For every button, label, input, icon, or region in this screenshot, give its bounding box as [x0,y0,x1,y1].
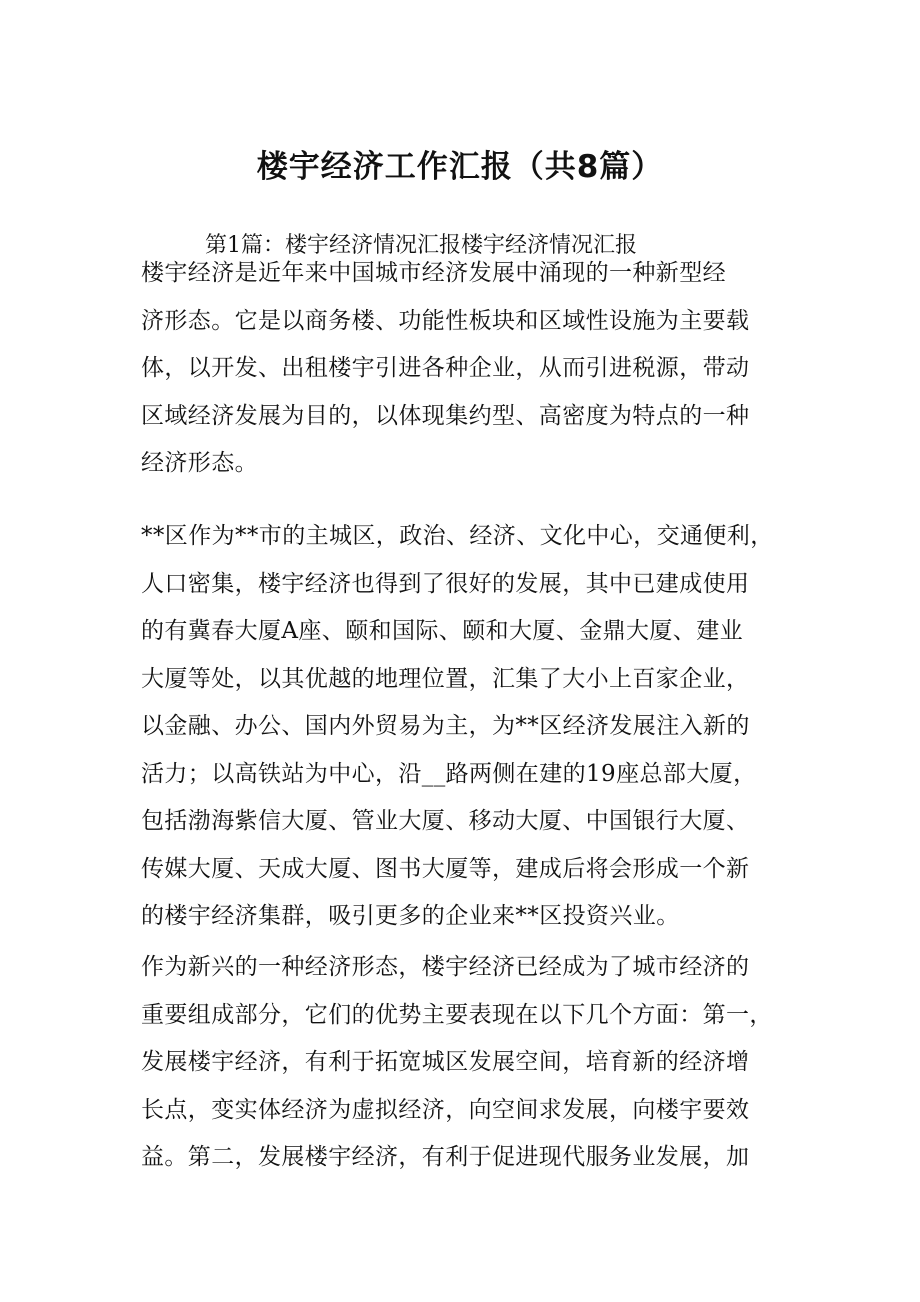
paragraph-line: 的有冀春大厦A座、颐和国际、颐和大厦、金鼎大厦、建业 [141,618,744,644]
paragraph-line: 区域经济发展为目的，以体现集约型、高密度为特点的一种 [141,402,750,429]
paragraph-line: 人口密集，楼宇经济也得到了很好的发展，其中已建成使用 [141,570,750,597]
paragraph-line: 大厦等处，以其优越的地理位置，汇集了大小上百家企业， [141,665,750,692]
paragraph-3 [141,944,801,1182]
section-heading: 第1篇：楼宇经济情况汇报楼宇经济情况汇报 [205,233,637,258]
paragraph-line: 以金融、办公、国内外贸易为主，为**区经济发展注入新的 [141,713,750,739]
paragraph-line: 济形态。它是以商务楼、功能性板块和区域性设施为主要载 [141,307,750,334]
paragraph-line: 楼宇经济是近年来中国城市经济发展中涌现的一种新型经 [141,260,726,286]
paragraph-line: 包括渤海紫信大厦、管业大厦、移动大厦、中国银行大厦、 [141,808,750,834]
paragraph-2 [141,513,801,941]
paragraph-line: 的楼宇经济集群，吸引更多的企业来**区投资兴业。 [141,903,680,929]
document-title: 楼宇经济工作汇报（共8篇） [256,149,664,185]
paragraph-line: 经济形态。 [141,450,258,476]
paragraph-line: 发展楼宇经济，有利于拓宽城区发展空间，培育新的经济增 [141,1049,750,1075]
paragraph-line: 益。第二，发展楼宇经济，有利于促进现代服务业发展，加 [141,1144,750,1170]
paragraph-line: 传媒大厦、天成大厦、图书大厦等，建成后将会形成一个新 [141,855,750,882]
paragraph-line: 体，以开发、出租楼宇引进各种企业，从而引进税源，带动 [141,355,750,381]
paragraph-line: 作为新兴的一种经济形态，楼宇经济已经成为了城市经济的 [141,954,750,980]
paragraph-1 [141,250,801,488]
paragraph-line: 活力；以高铁站为中心，沿__路两侧在建的19座总部大厦， [141,760,757,787]
paragraph-line: 重要组成部分，它们的优势主要表现在以下几个方面：第一， [141,1001,773,1028]
paragraph-line: 长点，变实体经济为虚拟经济，向空间求发展，向楼宇要效 [141,1096,750,1123]
paragraph-line: **区作为**市的主城区，政治、经济、文化中心，交通便利， [141,523,774,549]
